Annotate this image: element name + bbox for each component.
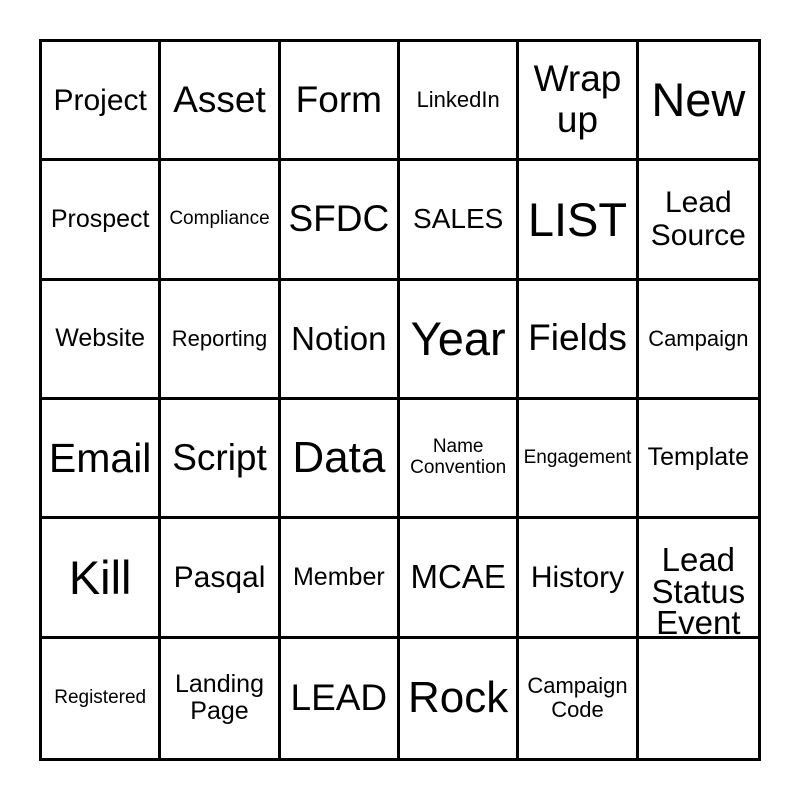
- bingo-cell-text: Compliance: [169, 208, 270, 230]
- bingo-cell[interactable]: [281, 400, 400, 519]
- bingo-cell-text: Rock: [408, 673, 509, 723]
- bingo-cell-text: LinkedIn: [416, 87, 500, 113]
- bingo-cell[interactable]: [161, 161, 280, 280]
- bingo-cell[interactable]: [400, 281, 519, 400]
- bingo-cell[interactable]: [42, 519, 161, 638]
- bingo-cell[interactable]: [161, 42, 280, 161]
- bingo-cell[interactable]: [400, 400, 519, 519]
- bingo-cell[interactable]: [161, 639, 280, 758]
- bingo-cell-text: Script: [172, 436, 267, 478]
- bingo-cell-text: LIST: [527, 192, 628, 246]
- bingo-cell-text: Campaign Code: [527, 673, 628, 723]
- bingo-cell-text: Project: [53, 83, 147, 117]
- bingo-cell-text: Website: [55, 324, 146, 353]
- bingo-cell-text: MCAE: [410, 558, 506, 596]
- bingo-cell-text: Wrap up: [533, 58, 622, 141]
- bingo-cell[interactable]: [161, 281, 280, 400]
- bingo-cell-text: Registered: [54, 686, 147, 708]
- bingo-cell-text: Asset: [173, 78, 266, 120]
- bingo-cell-text: Data: [292, 432, 386, 482]
- bingo-cell[interactable]: [639, 639, 758, 758]
- bingo-cell-text: History: [530, 560, 625, 594]
- bingo-cell[interactable]: [400, 42, 519, 161]
- bingo-cell-text: Fields: [528, 317, 627, 359]
- bingo-cell[interactable]: [400, 161, 519, 280]
- bingo-cell[interactable]: [161, 519, 280, 638]
- bingo-cell-text: Campaign: [648, 325, 749, 351]
- bingo-cell[interactable]: [42, 639, 161, 758]
- bingo-cell[interactable]: [42, 281, 161, 400]
- bingo-cell[interactable]: [42, 400, 161, 519]
- bingo-cell[interactable]: [281, 161, 400, 280]
- bingo-cell[interactable]: [519, 161, 638, 280]
- bingo-cell-text: Name Convention: [410, 436, 507, 479]
- bingo-cell-text: New: [651, 73, 746, 127]
- bingo-cell-text: Engagement: [523, 446, 632, 468]
- bingo-cell[interactable]: [42, 161, 161, 280]
- bingo-cell[interactable]: [639, 400, 758, 519]
- bingo-cell[interactable]: [519, 42, 638, 161]
- bingo-cell-text: Lead Source: [650, 186, 746, 253]
- bingo-cell-text: Lead Status Event: [651, 541, 746, 642]
- bingo-cell[interactable]: [519, 639, 638, 758]
- bingo-cell[interactable]: [519, 281, 638, 400]
- bingo-cell-text: Member: [292, 562, 385, 591]
- bingo-cell-text: LEAD: [290, 676, 388, 718]
- bingo-cell[interactable]: [281, 281, 400, 400]
- bingo-cell-text: Email: [48, 434, 152, 481]
- bingo-cell-text: Prospect: [50, 204, 150, 233]
- bingo-cell-text: SFDC: [288, 198, 390, 240]
- bingo-cell-text: Kill: [68, 550, 132, 604]
- bingo-cell-text: Year: [410, 311, 506, 365]
- bingo-cell[interactable]: [161, 400, 280, 519]
- bingo-cell-text: SALES: [413, 203, 504, 235]
- bingo-cell-text: Landing Page: [175, 669, 264, 726]
- bingo-cell[interactable]: [400, 519, 519, 638]
- bingo-cell[interactable]: [639, 42, 758, 161]
- bingo-cell-text: Template: [647, 443, 750, 472]
- bingo-cell[interactable]: [639, 281, 758, 400]
- bingo-cell[interactable]: [42, 42, 161, 161]
- bingo-cell[interactable]: [519, 519, 638, 638]
- bingo-cell[interactable]: [281, 639, 400, 758]
- bingo-cell-text: Notion: [291, 319, 387, 357]
- bingo-cell[interactable]: [281, 42, 400, 161]
- bingo-board: [39, 39, 761, 761]
- bingo-cell[interactable]: [639, 161, 758, 280]
- bingo-cell[interactable]: [281, 519, 400, 638]
- bingo-cell-text: Pasqal: [173, 560, 266, 594]
- bingo-cell-text: Form: [295, 78, 382, 120]
- bingo-cell[interactable]: [639, 519, 758, 642]
- bingo-cell-text: Reporting: [171, 325, 268, 351]
- bingo-cell[interactable]: [519, 400, 638, 519]
- bingo-cell[interactable]: [400, 639, 519, 758]
